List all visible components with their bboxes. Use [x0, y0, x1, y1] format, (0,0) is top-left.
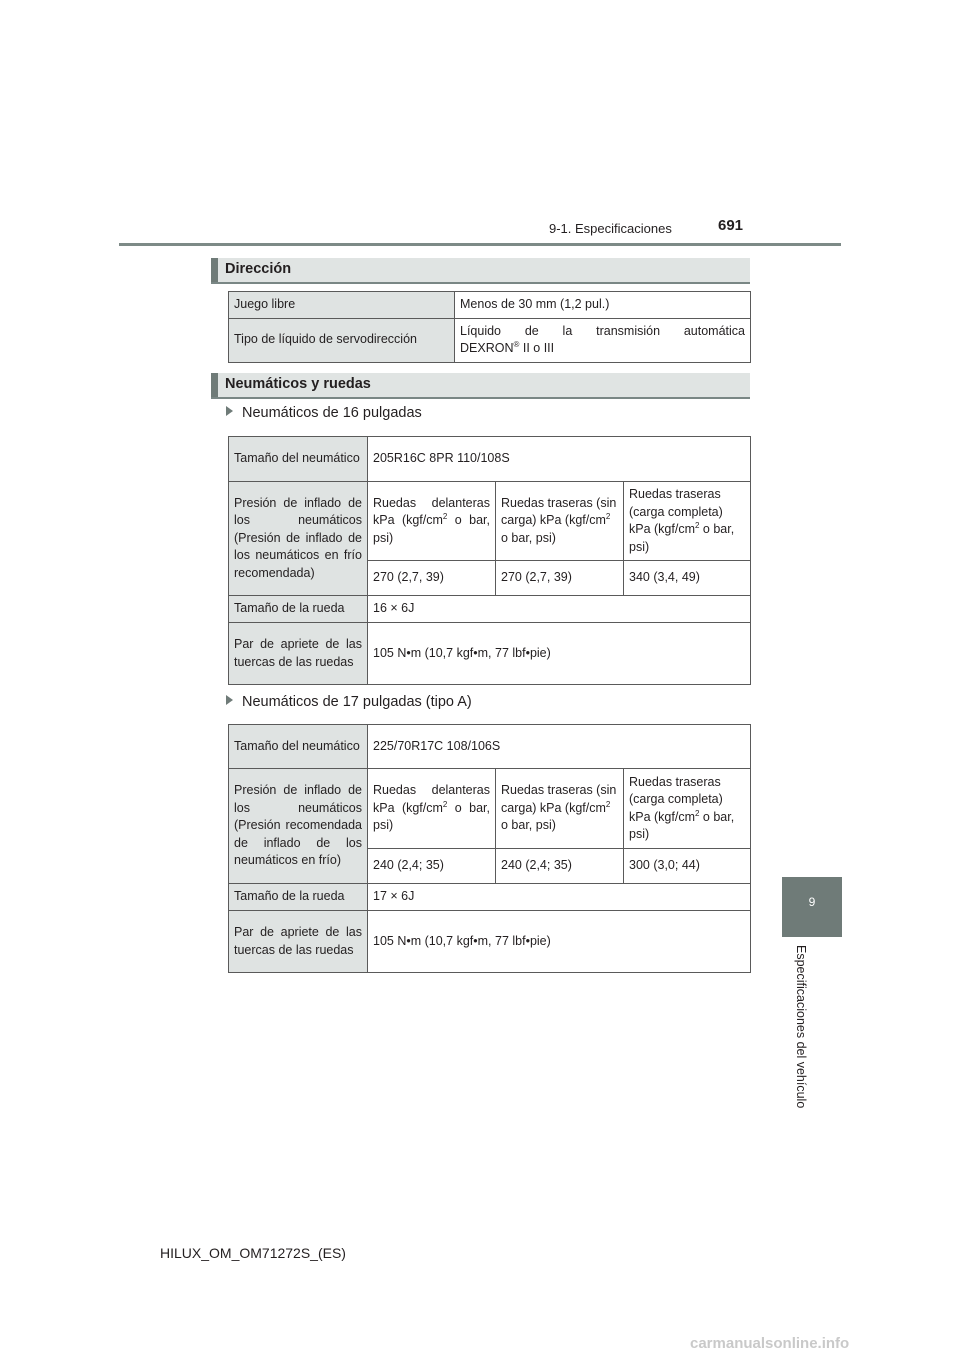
table-key: Tamaño del neumático — [229, 725, 368, 769]
table-key: Par de apriete de las tuercas de las ruedas — [229, 911, 368, 973]
table-row — [229, 437, 751, 482]
table-value: 105 N•m (10,7 kgf•m, 77 lbf•pie) — [368, 623, 751, 685]
chapter-label: Especificaciones del vehículo — [794, 945, 808, 1109]
table-key: Tamaño del neumático — [229, 437, 368, 482]
triangle-bullet-icon — [226, 695, 233, 705]
table-row — [229, 292, 751, 319]
table-value: 240 (2,4; 35) — [368, 849, 496, 884]
table-key: Tipo de líquido de servodirección — [229, 318, 455, 362]
table-value: 17 × 6J — [368, 884, 751, 911]
table-value: 270 (2,7, 39) — [368, 561, 496, 596]
table-key: Presión de inflado de los neumáticos (Presión de inflado de los neumáticos en frío recomendada) — [229, 482, 368, 596]
table-value: 300 (3,0; 44) — [624, 849, 751, 884]
header-rule — [119, 243, 841, 246]
section-heading-direccion — [211, 258, 750, 284]
table-row — [229, 884, 751, 911]
table-value: Menos de 30 mm (1,2 pul.) — [455, 292, 751, 319]
table-row — [229, 911, 751, 973]
triangle-bullet-icon — [226, 406, 233, 416]
section-title: Dirección — [225, 261, 292, 277]
running-section-title: 9-1. Especificaciones — [549, 221, 672, 236]
table-value: 225/70R17C 108/106S — [368, 725, 751, 769]
table-value — [455, 318, 751, 362]
table-key: Tamaño de la rueda — [229, 596, 368, 623]
section-title: Neumáticos y ruedas — [225, 376, 371, 392]
document-code: HILUX_OM_OM71272S_(ES) — [160, 1245, 346, 1261]
subheading-17in: Neumáticos de 17 pulgadas (tipo A) — [226, 694, 472, 710]
chapter-number: 9 — [808, 895, 816, 909]
column-header-rear-full: Ruedas traseras (carga completa) kPa ($kgf/cm^2$ o bar, psi) — [624, 482, 751, 561]
table-row — [229, 318, 751, 362]
steering-table — [228, 291, 751, 363]
table-row — [229, 482, 751, 561]
table-row — [229, 623, 751, 685]
column-header-rear-empty: Ruedas traseras (sin carga) kPa ($kgf/cm^2$ o bar, psi) — [496, 482, 624, 561]
column-header-rear-full: Ruedas traseras (carga completa) kPa ($kgf/cm^2$ o bar, psi) — [624, 769, 751, 849]
watermark-text: carmanualsonline.info — [690, 1335, 850, 1352]
table-row — [229, 725, 751, 769]
section-accent — [211, 373, 218, 397]
chapter-tab[interactable] — [782, 877, 842, 937]
tire-table-16in — [228, 436, 751, 685]
table-value: 240 (2,4; 35) — [496, 849, 624, 884]
table-key: Juego libre — [229, 292, 455, 319]
table-value: 340 (3,4, 49) — [624, 561, 751, 596]
table-value: 270 (2,7, 39) — [496, 561, 624, 596]
page-number: 691 — [718, 217, 744, 234]
table-key: Presión de inflado de los neumáticos (Presión recomendada de inflado de los neumáticos en frío) — [229, 769, 368, 884]
table-key: Par de apriete de las tuercas de las ruedas — [229, 623, 368, 685]
column-header-front: Ruedas delanteras kPa ($kgf/cm^2$ o bar, psi) — [368, 482, 496, 561]
section-heading-neumaticos — [211, 373, 750, 399]
tire-table-17in — [228, 724, 751, 973]
table-value: 105 N•m (10,7 kgf•m, 77 lbf•pie) — [368, 911, 751, 973]
subheading-16in: Neumáticos de 16 pulgadas — [226, 405, 422, 421]
value-line: DEXRON® II o III — [460, 339, 555, 355]
column-header-rear-empty: Ruedas traseras (sin carga) kPa ($kgf/cm^2$ o bar, psi) — [496, 769, 624, 849]
section-accent — [211, 258, 218, 282]
value-line: Líquido de la transmisión automática — [460, 323, 745, 338]
table-row — [229, 769, 751, 849]
table-value: 205R16C 8PR 110/108S — [368, 437, 751, 482]
page-header — [0, 215, 960, 245]
table-key: Tamaño de la rueda — [229, 884, 368, 911]
table-value: 16 × 6J — [368, 596, 751, 623]
table-row — [229, 596, 751, 623]
column-header-front: Ruedas delanteras kPa ($kgf/cm^2$ o bar, psi) — [368, 769, 496, 849]
